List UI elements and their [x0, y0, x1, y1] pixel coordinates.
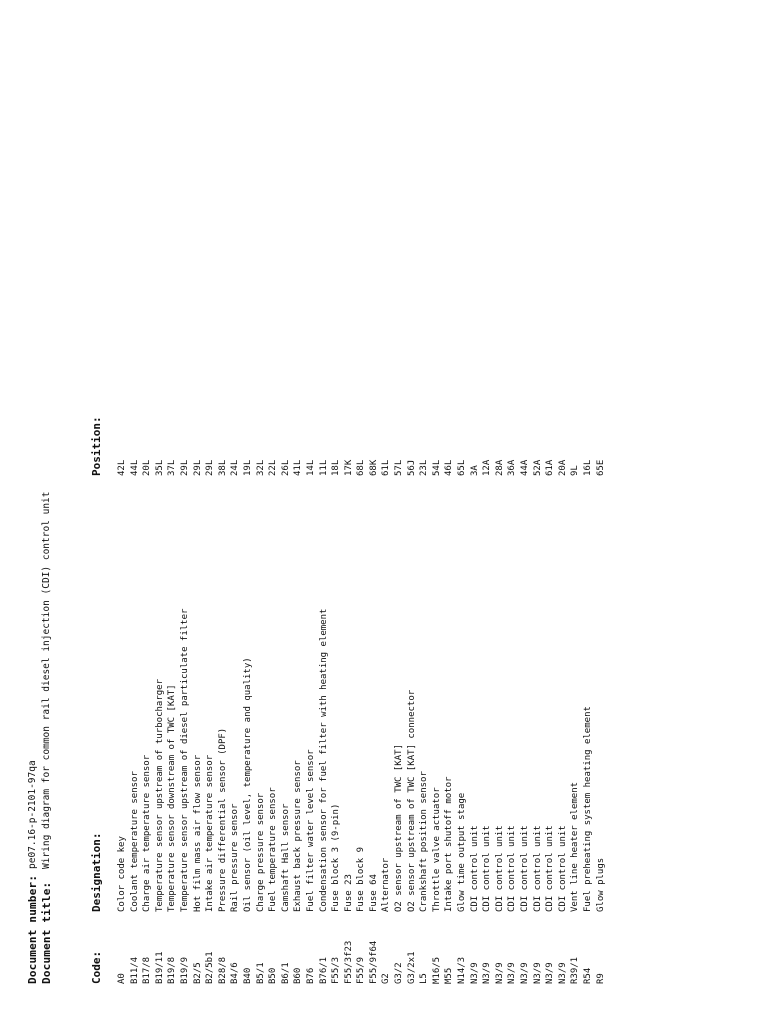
- table-row: [393, 384, 406, 984]
- code-cell: B11/4: [129, 956, 140, 984]
- table-row: [380, 384, 393, 984]
- code-cell: B76/1: [318, 956, 329, 984]
- table-row: [569, 384, 582, 984]
- code-cell: F55/9f64: [368, 940, 379, 984]
- code-cell: F55/9: [356, 956, 367, 984]
- table-row: [141, 384, 154, 984]
- code-cell: R54: [582, 967, 593, 984]
- table-row: [204, 384, 217, 984]
- position-cell: 61A: [545, 459, 556, 476]
- designation-cell: Oil sensor (oil level, temperature and quality): [242, 657, 253, 912]
- code-cell: G3/2: [394, 962, 405, 984]
- position-cell: 44A: [520, 459, 530, 476]
- table-row: [192, 384, 205, 984]
- position-cell: 29L: [179, 459, 190, 476]
- position-cell: 38L: [217, 459, 228, 476]
- designation-cell: Throttle valve actuator: [431, 787, 442, 912]
- table-row: [582, 384, 595, 984]
- designation-cell: Glow plugs: [595, 857, 606, 912]
- code-column-header: Code:: [90, 950, 103, 984]
- table-row: [443, 384, 456, 984]
- designation-cell: CDI control unit: [557, 825, 568, 912]
- designation-cell: CDI control unit: [545, 825, 556, 912]
- table-row: [129, 384, 142, 984]
- code-cell: B4/6: [230, 962, 241, 984]
- code-cell: B5/1: [255, 962, 266, 984]
- designation-cell: Crankshaft position sensor: [419, 771, 430, 912]
- designation-cell: Fuse 23: [343, 874, 354, 912]
- document-number-label: Document number:: [26, 874, 39, 984]
- designation-cell: Fuse 64: [368, 874, 379, 912]
- position-cell: 29L: [192, 459, 203, 476]
- code-cell: M16/5: [431, 956, 442, 984]
- designation-cell: Intake air temperature sensor: [205, 754, 216, 912]
- code-cell: N3/9: [507, 962, 518, 984]
- code-cell: B6/1: [280, 962, 291, 984]
- position-cell: 68K: [368, 459, 379, 476]
- position-cell: 26L: [280, 459, 291, 476]
- code-cell: M55: [444, 967, 455, 984]
- table-row: [506, 384, 519, 984]
- position-cell: 42L: [117, 459, 127, 476]
- table-row: [154, 384, 167, 984]
- position-cell: 28A: [494, 459, 505, 476]
- code-cell: B17/8: [142, 956, 153, 984]
- code-cell: R9: [595, 973, 606, 984]
- position-cell: 61L: [381, 459, 392, 476]
- position-cell: 52A: [532, 459, 543, 476]
- table-row: [255, 384, 268, 984]
- designation-cell: CDI control unit: [482, 825, 493, 912]
- code-cell: F55/3f23: [343, 940, 354, 984]
- code-cell: B28/8: [217, 956, 228, 984]
- position-cell: 17K: [343, 459, 354, 476]
- position-cell: 16L: [582, 459, 593, 476]
- designation-cell: Hot film mass air flow sensor: [192, 754, 203, 912]
- table-row: [217, 384, 230, 984]
- document-title: Wiring diagram for common rail diesel injection (CDI) control unit: [41, 491, 52, 869]
- code-cell: N3/9: [545, 962, 556, 984]
- code-cell: R39/1: [570, 956, 581, 984]
- code-cell: B2/5: [192, 962, 203, 984]
- position-cell: 22L: [268, 459, 279, 476]
- code-cell: B19/9: [179, 956, 190, 984]
- position-cell: 35L: [154, 459, 165, 476]
- table-row: [494, 384, 507, 984]
- position-cell: 36A: [507, 459, 518, 476]
- designation-cell: Exhaust back pressure sensor: [293, 760, 304, 912]
- table-row: [330, 384, 343, 984]
- position-cell: 14L: [305, 459, 316, 476]
- designation-cell: Fuse block 9: [356, 846, 367, 912]
- table-row: [292, 384, 305, 984]
- code-cell: B76: [305, 967, 316, 984]
- table-row: [305, 384, 318, 984]
- table-row: [595, 384, 608, 984]
- designation-cell: CDI control unit: [532, 825, 543, 912]
- designation-cell: Fuel preheating system heating element: [582, 706, 593, 912]
- code-cell: B19/11: [154, 951, 165, 984]
- table-row: [557, 384, 570, 984]
- position-cell: 68L: [356, 459, 367, 476]
- document-title-label: Document title:: [40, 881, 53, 984]
- designation-cell: Charge air temperature sensor: [142, 754, 153, 912]
- designation-cell: Camshaft Hall sensor: [280, 803, 291, 912]
- designation-cell: CDI control unit: [520, 825, 530, 912]
- table-row: [355, 384, 368, 984]
- table-row: [116, 384, 129, 984]
- designation-cell: Intake port shutoff motor: [444, 776, 455, 912]
- designation-cell: CDI control unit: [494, 825, 505, 912]
- position-cell: 20A: [557, 459, 568, 476]
- code-cell: N3/9: [494, 962, 505, 984]
- position-cell: 44L: [129, 459, 140, 476]
- code-cell: G2: [381, 973, 392, 984]
- table-row: [267, 384, 280, 984]
- position-cell: 41L: [293, 459, 304, 476]
- code-cell: B50: [268, 967, 279, 984]
- position-cell: 56J: [406, 459, 417, 476]
- table-row: [469, 384, 482, 984]
- position-cell: 23L: [419, 459, 430, 476]
- position-cell: 20L: [142, 459, 153, 476]
- designation-cell: Coolant temperature sensor: [129, 771, 140, 912]
- position-column-header: Position:: [90, 416, 103, 476]
- table-row: [406, 384, 419, 984]
- designation-cell: CDI control unit: [469, 825, 480, 912]
- code-cell: N14/3: [457, 956, 468, 984]
- designation-cell: Fuel filter water level sensor: [305, 749, 316, 912]
- table-row: [179, 384, 192, 984]
- designation-cell: Rail pressure sensor: [230, 803, 241, 912]
- table-row: [532, 384, 545, 984]
- code-cell: A0: [117, 973, 127, 984]
- designation-cell: Alternator: [381, 857, 392, 912]
- designation-cell: Pressure differential sensor (DPF): [217, 727, 228, 912]
- code-cell: F55/3: [331, 956, 342, 984]
- position-cell: 46L: [444, 459, 455, 476]
- document-number: pe07.16-p-2101-97qa: [27, 760, 38, 869]
- position-cell: 3A: [469, 465, 480, 476]
- code-cell: N3/9: [532, 962, 543, 984]
- table-row: [242, 384, 255, 984]
- designation-cell: Glow time output stage: [457, 792, 468, 912]
- code-cell: B60: [293, 967, 304, 984]
- table-row: [368, 384, 381, 984]
- designation-cell: Color code key: [117, 836, 127, 912]
- code-cell: L5: [419, 973, 430, 984]
- table-row: [280, 384, 293, 984]
- designation-cell: Temperature sensor upstream of diesel particulate filter: [179, 608, 190, 912]
- position-cell: 37L: [167, 459, 178, 476]
- table-row: [343, 384, 356, 984]
- designation-table: [116, 384, 607, 984]
- position-cell: 57L: [394, 459, 405, 476]
- position-cell: 29L: [205, 459, 216, 476]
- table-row: [431, 384, 444, 984]
- position-cell: 11L: [318, 459, 329, 476]
- code-cell: N3/9: [557, 962, 568, 984]
- position-cell: 9L: [570, 465, 581, 476]
- position-cell: 32L: [255, 459, 266, 476]
- table-row: [229, 384, 242, 984]
- designation-cell: Temperature sensor downstream of TWC [KAT]: [167, 684, 178, 912]
- designation-cell: Temperature sensor upstream of turbocharger: [154, 679, 165, 912]
- code-cell: N3/9: [520, 962, 530, 984]
- table-row: [481, 384, 494, 984]
- designation-cell: CDI control unit: [507, 825, 518, 912]
- table-row: [519, 384, 532, 984]
- table-row: [318, 384, 331, 984]
- table-row: [418, 384, 431, 984]
- position-cell: 18L: [331, 459, 342, 476]
- code-cell: N3/9: [469, 962, 480, 984]
- designation-cell: Fuse block 3 (9-pin): [331, 803, 342, 912]
- table-row: [544, 384, 557, 984]
- code-cell: G3/2x1: [406, 951, 417, 984]
- code-cell: B2/5b1: [205, 951, 216, 984]
- designation-column-header: Designation:: [90, 832, 103, 912]
- position-cell: 24L: [230, 459, 241, 476]
- designation-cell: Fuel temperature sensor: [268, 787, 279, 912]
- position-cell: 19L: [242, 459, 253, 476]
- designation-cell: Vent line heater element: [570, 781, 581, 912]
- code-cell: B19/8: [167, 956, 178, 984]
- position-cell: 65L: [457, 459, 468, 476]
- designation-cell: O2 sensor upstream of TWC [KAT] connector: [406, 689, 417, 912]
- position-cell: 12A: [482, 459, 493, 476]
- designation-cell: Charge pressure sensor: [255, 792, 266, 912]
- position-cell: 65E: [595, 459, 606, 476]
- code-cell: N3/9: [482, 962, 493, 984]
- designation-cell: O2 sensor upstream of TWC [KAT]: [394, 744, 405, 912]
- table-row: [456, 384, 469, 984]
- code-cell: B40: [242, 967, 253, 984]
- designation-cell: Condensation sensor for fuel filter with heating element: [318, 608, 329, 912]
- table-row: [166, 384, 179, 984]
- position-cell: 54L: [431, 459, 442, 476]
